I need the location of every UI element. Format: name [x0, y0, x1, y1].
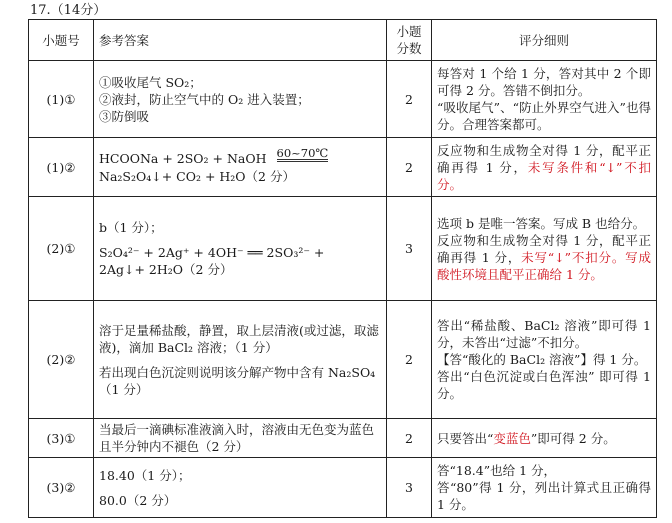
ionic-equation: S₂O₄²⁻ + 2Ag⁺ + 4OH⁻ ══ 2SO₃²⁻ + — [99, 245, 325, 260]
rubric-highlight: 未写“↓”不扣分。写成酸性环境且配平正确给 1 分。 — [437, 249, 651, 282]
score-cell: 3 — [387, 458, 432, 518]
header-rubric: 评分细则 — [432, 20, 657, 61]
rubric-text: 反应物和生成物全对得 1 分，配平正确再得 1 分， — [437, 232, 651, 265]
question-no: (2)① — [29, 197, 94, 301]
header-score: 小题 分数 — [387, 20, 432, 61]
answer-cell — [94, 197, 387, 301]
answer-cell — [94, 138, 387, 197]
rubric-text: 反应物和生成物全对得 1 分，配平正确再得 1 分， — [437, 142, 651, 175]
rubric-cell — [432, 61, 657, 138]
question-title: 17.（14分） — [30, 3, 107, 18]
score-cell: 2 — [387, 61, 432, 138]
rubric-cell — [432, 301, 657, 419]
answer-cell — [94, 301, 387, 419]
answer-line: 18.40（1 分）； — [99, 467, 191, 483]
rubric-text: 【答“酸化的 BaCl₂ 溶液”】得 1 分。 — [437, 352, 647, 367]
rubric-text: ”即可得 2 分。 — [530, 430, 616, 446]
equation-reactants: HCOONa + 2SO₂ + NaOH — [99, 150, 267, 166]
answer-line: ①吸收尾气 SO₂； — [99, 74, 202, 90]
question-no: (1)② — [29, 138, 94, 197]
rubric-highlight: 变蓝色 — [493, 430, 531, 446]
rubric-cell — [432, 458, 657, 518]
rubric-cell — [432, 138, 657, 197]
table-row — [29, 61, 657, 138]
reaction-condition: 60~70℃ — [276, 145, 329, 160]
grading-table — [28, 19, 657, 518]
rubric-text: “吸收尾气”、“防止外界空气进入”也得分。合理答案都可。 — [437, 100, 651, 132]
rubric-text: 选项 b 是唯一答案。写成 B 也给分。 — [437, 215, 646, 231]
answer-cell — [94, 61, 387, 138]
rubric-text: 每答对 1 个给 1 分，答对其中 2 个即可得 2 分。答错不倒扣分。 — [437, 66, 651, 98]
question-no: (3)① — [29, 419, 94, 458]
rubric-highlight: 未写条件和“↓”不扣分。 — [437, 159, 651, 192]
equation-products: Na₂S₂O₄↓+ CO₂ + H₂O（2 分） — [99, 168, 295, 184]
rubric-text: 只要答出“ — [437, 430, 494, 446]
question-no: (3)② — [29, 458, 94, 518]
answer-paragraph: 溶于足量稀盐酸，静置，取上层清液(或过滤，取滤液)，滴加 BaCl₂ 溶液；（1 分） — [99, 322, 379, 355]
question-no: (1)① — [29, 61, 94, 138]
rubric-text: 答“18.4”也给 1 分， — [437, 463, 557, 478]
answer-line: ③防倒吸 — [99, 108, 150, 124]
answer-line: ②液封，防止空气中的 O₂ 进入装置； — [99, 91, 310, 107]
rubric-text: 答“80”得 1 分，列出计算式且正确得 1 分。 — [437, 480, 651, 512]
score-cell: 2 — [387, 138, 432, 197]
table-row — [29, 301, 657, 419]
header-answer: 参考答案 — [94, 20, 387, 61]
table-row — [29, 138, 657, 197]
rubric-cell — [432, 419, 657, 458]
rubric-text: 答出“白色沉淀或白色浑浊” 即可得 1 分。 — [437, 369, 651, 401]
answer-paragraph: 若出现白色沉淀则说明该分解产物中含有 Na₂SO₄（1 分） — [99, 364, 376, 397]
ionic-equation-cont: 2Ag↓+ 2H₂O（2 分） — [99, 262, 233, 277]
table-row — [29, 419, 657, 458]
question-no: (2)② — [29, 301, 94, 419]
header-question-no: 小题号 — [29, 20, 94, 61]
answer-cell: 当最后一滴碘标准液滴入时，溶液由无色变为蓝色且半分钟内不褪色（2 分） — [94, 419, 387, 458]
score-cell: 3 — [387, 197, 432, 301]
answer-line: b（1 分）； — [99, 220, 163, 235]
header-row — [29, 20, 657, 61]
answer-cell — [94, 458, 387, 518]
table-row — [29, 458, 657, 518]
score-cell: 2 — [387, 419, 432, 458]
table-row — [29, 197, 657, 301]
answer-line: 80.0（2 分） — [99, 492, 177, 508]
rubric-text: 答出“稀盐酸、BaCl₂ 溶液”即可得 1 分，未答出“过滤”不扣分。 — [437, 318, 651, 350]
rubric-cell — [432, 197, 657, 301]
score-cell: 2 — [387, 301, 432, 419]
